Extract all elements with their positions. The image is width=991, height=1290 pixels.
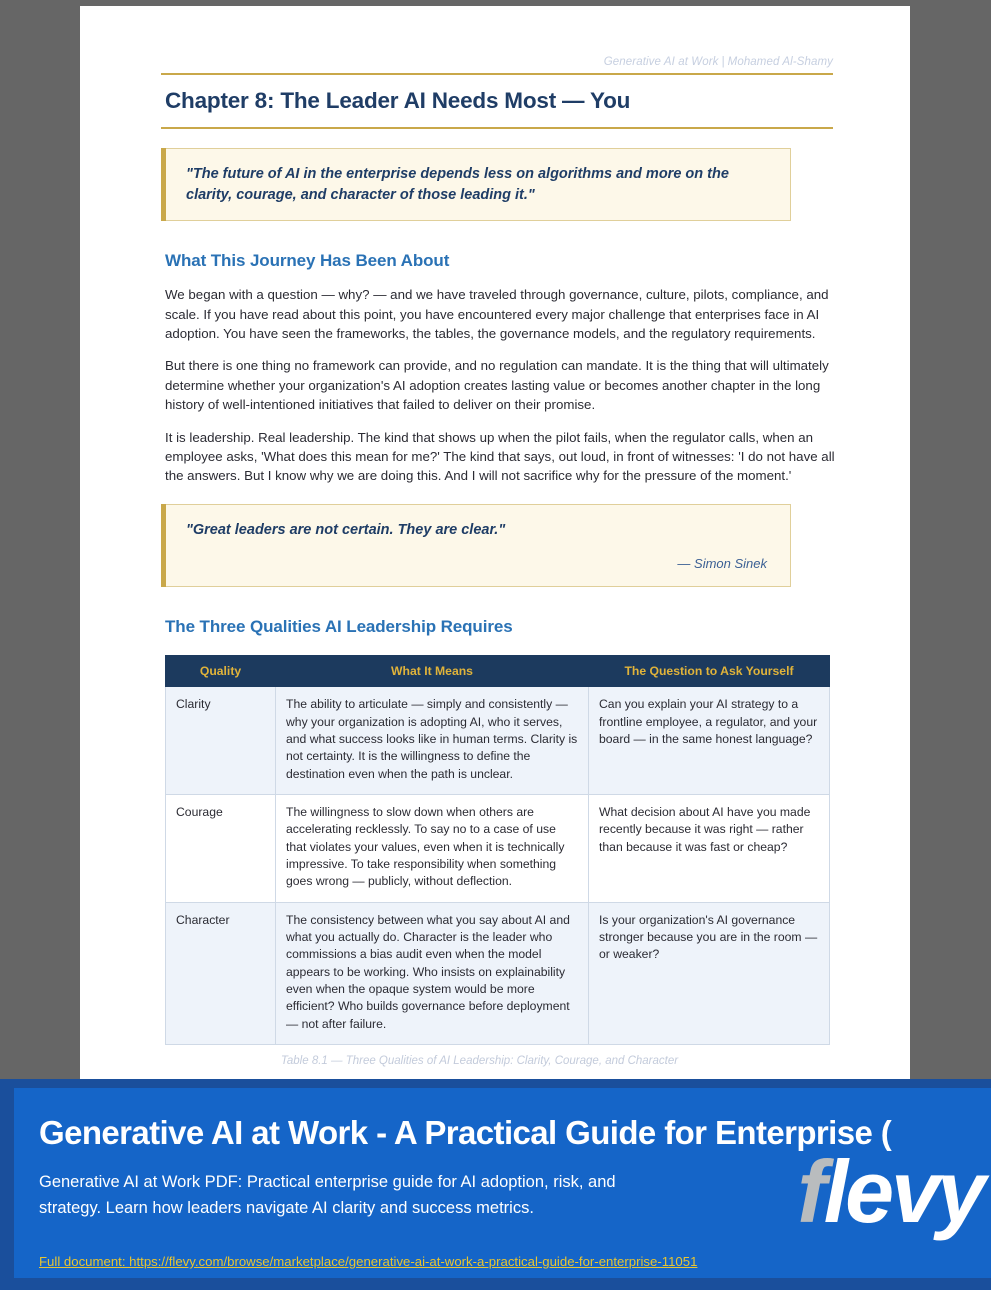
table-body <box>166 687 830 1045</box>
opening-quote-callout <box>161 148 791 221</box>
running-header-separator: | <box>721 56 725 68</box>
table-header-row <box>166 656 830 687</box>
cell-quality: Courage <box>166 795 276 903</box>
cell-question: Can you explain your AI strategy to a frontline employee, a regulator, and your board — in the same honest language? <box>589 687 830 795</box>
cell-means: The consistency between what you say about AI and what you actually do. Character is the leader who commissions a bias audit even when the model appears to be working. Who insists on explainability even when the opaque system would be more efficient? Who builds governance before deployment — not after failure. <box>276 902 589 1044</box>
cell-means: The willingness to slow down when others are accelerating recklessly. To say no to a case of use that violates your values, even when it is technically impressive. To take responsibility when something goes wrong — publicly, without deflection. <box>276 795 589 903</box>
cell-means: The ability to articulate — simply and consistently — why your organization is adopting AI, who it serves, and what success looks like in human terms. Clarity is not certainty. It is the willingness to define the destination even when the path is unclear. <box>276 687 589 795</box>
document-page <box>80 6 910 1081</box>
section-heading-journey: What This Journey Has Been About <box>165 251 450 271</box>
promo-banner <box>0 1079 991 1290</box>
section-heading-qualities: The Three Qualities AI Leadership Requires <box>165 617 513 637</box>
promo-description: Generative AI at Work PDF: Practical enterprise guide for AI adoption, risk, and strategy. Learn how leaders navigate AI clarity and success metrics. <box>39 1173 616 1217</box>
cell-question: Is your organization's AI governance stronger because you are in the room — or weaker? <box>589 902 830 1044</box>
promo-title: Generative AI at Work - A Practical Guide for Enterprise ( <box>39 1114 892 1151</box>
paragraph-2: But there is one thing no framework can provide, and no regulation can mandate. It is the thing that will ultimately determine whether your organization's AI adoption creates lasting value or becomes another chapter in the long history of well-intentioned initiatives that failed to deliver on their promise. <box>165 358 829 413</box>
table-header-question: The Question to Ask Yourself <box>589 656 830 687</box>
qualities-table <box>165 655 830 1045</box>
cell-quality: Clarity <box>166 687 276 795</box>
running-header-author: Mohamed Al-Shamy <box>727 56 833 68</box>
promo-banner-inner <box>14 1088 991 1278</box>
flevy-logo-f: f <box>797 1142 824 1241</box>
promo-document-link[interactable]: Full document: https://flevy.com/browse/marketplace/generative-ai-at-work-a-practical-guide-for-enterprise-11051 <box>39 1254 698 1269</box>
table-head <box>166 656 830 687</box>
table-header-quality: Quality <box>166 656 276 687</box>
paragraph-3: It is leadership. Real leadership. The kind that shows up when the pilot fails, when the regulator calls, when an employee asks, 'What does this mean for me?' The kind that says, out loud, in front of witnesses: 'I do not have all the answers. But I know why we are doing this. And I will not sacrifice why for the pressure of the moment.' <box>165 429 835 484</box>
flevy-logo <box>797 1142 983 1241</box>
page-title: Chapter 8: The Leader AI Needs Most — You <box>165 88 631 113</box>
page-content <box>161 56 833 1067</box>
table-row <box>166 902 830 1044</box>
running-header <box>161 56 833 73</box>
table-row <box>166 687 830 795</box>
pull-quote-callout <box>161 504 791 588</box>
title-rule <box>161 127 833 129</box>
paragraph-1: We began with a question — why? — and we have traveled through governance, culture, pilots, compliance, and scale. If you have read about this point, you have encountered every major challenge that enterprises face in AI adoption. You have seen the frameworks, the tables, the governance models, and the regulatory requirements. <box>165 287 829 341</box>
opening-quote-text: "The future of AI in the enterprise depends less on algorithms and more on the clarity, courage, and character of those leading it." <box>186 166 729 203</box>
table-header-means: What It Means <box>276 656 589 687</box>
pull-quote-text: "Great leaders are not certain. They are clear." <box>186 521 506 538</box>
qualities-table-wrapper <box>165 655 833 1045</box>
pull-quote-attribution: — Simon Sinek <box>677 556 767 572</box>
table-caption: Table 8.1 — Three Qualities of AI Leadership: Clarity, Courage, and Character <box>280 1054 679 1067</box>
flevy-logo-levy: levy <box>823 1142 983 1241</box>
cell-quality: Character <box>166 902 276 1044</box>
table-row <box>166 795 830 903</box>
running-header-book: Generative AI at Work <box>603 56 719 68</box>
cell-question: What decision about AI have you made recently because it was right — rather than because it was fast or cheap? <box>589 795 830 903</box>
